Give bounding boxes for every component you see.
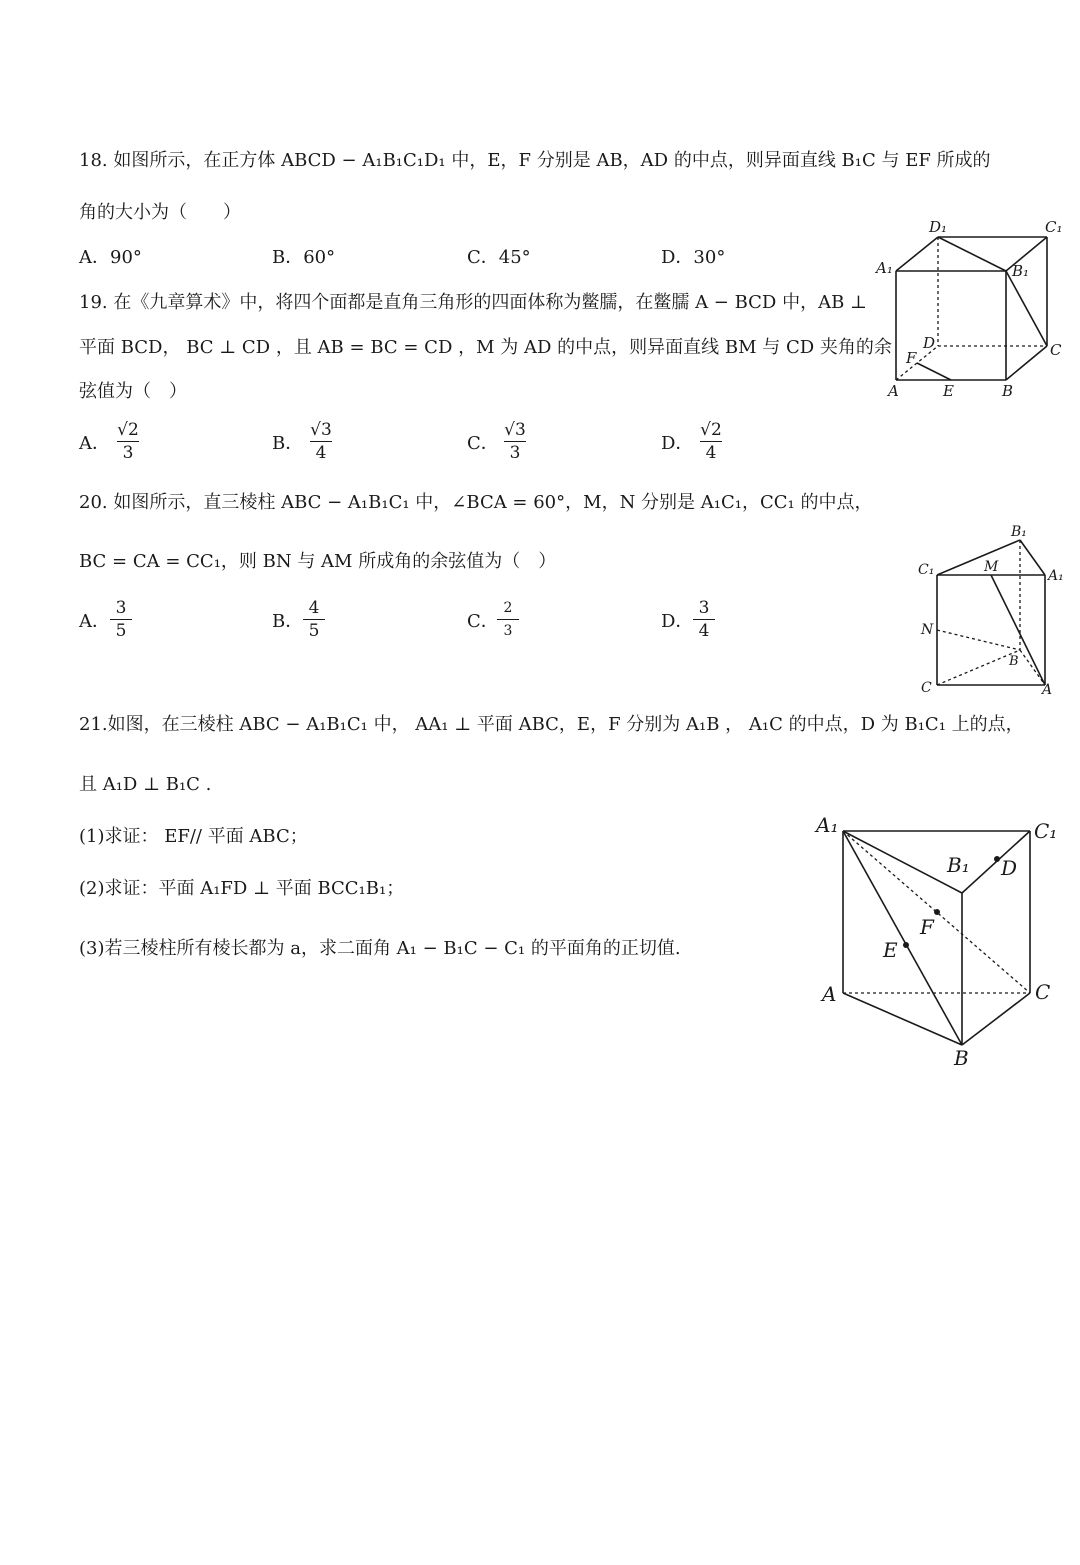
q20-stem-line1: 20. 如图所示，直三棱柱 ABC − A₁B₁C₁ 中，∠BCA = 60°，M，N 分别是 A₁C₁，CC₁ 的中点， [79, 492, 873, 513]
q18-cube-figure [875, 212, 1075, 402]
q19-option-d-letter[interactable]: D． [661, 433, 694, 454]
q21-part3: (3)若三棱柱所有棱长都为 a，求二面角 A₁ − B₁C − C₁ 的平面角的正切值. [79, 938, 681, 959]
q21-stem-line2: 且 A₁D ⊥ B₁C . [79, 774, 212, 795]
q18-label-d: D [923, 334, 936, 352]
q19-option-c-numerator: √3 [504, 420, 526, 440]
q18-label-c1: C₁ [1045, 218, 1063, 236]
q20-label-b: B [1009, 654, 1019, 669]
q21-point-d [994, 856, 1000, 862]
q18-stem-line1: 18. 如图所示，在正方体 ABCD − A₁B₁C₁D₁ 中，E，F 分别是 AB，AD 的中点，则异面直线 B₁C 与 EF 所成的 [79, 150, 991, 171]
q19-option-d-denominator: 4 [705, 443, 717, 463]
q20-option-c-numerator: 2 [503, 600, 513, 616]
q20-label-a: A [1042, 682, 1053, 698]
q19-option-d-numerator: √2 [700, 420, 722, 440]
q19-option-d-fraction[interactable] [696, 420, 726, 463]
q19-option-b-denominator: 4 [315, 443, 327, 463]
fraction-bar [700, 441, 722, 442]
q19-stem-line2: 平面 BCD， BC ⊥ CD ，且 AB = BC = CD ，M 为 AD 的中点，则异面直线 BM 与 CD 夹角的余 [79, 337, 892, 358]
q21-label-c1: C₁ [1034, 819, 1058, 843]
q20-option-b-fraction[interactable] [299, 598, 329, 641]
q21-stem-line1: 21.如图，在三棱柱 ABC − A₁B₁C₁ 中， AA₁ ⊥ 平面 ABC，E，F 分别为 A₁B ， A₁C 的中点，D 为 B₁C₁ 上的点， [79, 714, 1024, 735]
q19-option-c-fraction[interactable] [500, 420, 530, 463]
q20-label-b1: B₁ [1011, 524, 1027, 540]
q18-label-a1: A₁ [876, 259, 893, 277]
q20-label-a1: A₁ [1048, 568, 1064, 584]
fraction-bar [110, 619, 132, 620]
q21-part1: (1)求证： EF// 平面 ABC； [79, 826, 308, 847]
q21-label-b1: B₁ [947, 853, 970, 877]
q19-stem-line3: 弦值为（ ） [79, 381, 187, 402]
q18-option-b[interactable]: B．60° [272, 247, 336, 268]
q19-option-b-fraction[interactable] [306, 420, 336, 463]
q21-label-b: B [954, 1046, 969, 1070]
q18-option-c[interactable]: C．45° [467, 247, 531, 268]
q20-option-a-denominator: 5 [115, 621, 127, 641]
q20-option-b-letter[interactable]: B． [272, 611, 304, 632]
q21-label-f: F [920, 915, 934, 939]
q21-point-e [903, 942, 909, 948]
q19-stem-line1: 19. 在《九章算术》中，将四个面都是直角三角形的四面体称为鳖臑，在鳖臑 A − BCD 中，AB ⊥ [79, 292, 867, 313]
q20-label-m: M [984, 559, 999, 575]
fraction-bar [117, 441, 139, 442]
q20-label-n: N [921, 622, 934, 638]
q20-option-d-numerator: 3 [698, 598, 710, 618]
q18-label-b: B [1002, 382, 1014, 400]
fraction-bar [504, 441, 526, 442]
fraction-bar [497, 619, 519, 620]
q20-option-a-letter[interactable]: A． [79, 611, 110, 632]
q20-option-a-fraction[interactable] [106, 598, 136, 641]
q19-option-a-denominator: 3 [122, 443, 134, 463]
q19-option-a-numerator: √2 [117, 420, 139, 440]
q20-option-b-numerator: 4 [308, 598, 320, 618]
q21-label-c: C [1035, 980, 1051, 1004]
q19-option-a-letter[interactable]: A． [79, 433, 110, 454]
q19-option-c-denominator: 3 [509, 443, 521, 463]
q19-option-b-numerator: √3 [310, 420, 332, 440]
fraction-bar [693, 619, 715, 620]
q21-label-e: E [883, 938, 898, 962]
q18-label-f: F [906, 349, 917, 367]
fraction-bar [310, 441, 332, 442]
q20-option-b-denominator: 5 [308, 621, 320, 641]
q20-option-c-denominator: 3 [503, 623, 513, 639]
q18-label-e: E [943, 382, 954, 400]
q20-option-d-letter[interactable]: D． [661, 611, 694, 632]
q20-label-c1: C₁ [918, 562, 935, 578]
q21-point-f [934, 909, 940, 915]
q19-option-b-letter[interactable]: B． [272, 433, 304, 454]
q21-label-d: D [1001, 856, 1018, 880]
q18-label-c: C [1050, 341, 1062, 359]
q20-label-c: C [921, 680, 932, 696]
q18-stem-line2: 角的大小为（ ） [79, 202, 241, 223]
q18-option-a[interactable]: A．90° [79, 247, 142, 268]
q18-label-d1: D₁ [929, 218, 948, 236]
q20-stem-line2: BC = CA = CC₁，则 BN 与 AM 所成角的余弦值为（ ） [79, 551, 557, 572]
q20-option-d-fraction[interactable] [689, 598, 719, 641]
q19-option-a-fraction[interactable] [113, 420, 143, 463]
q20-option-d-denominator: 4 [698, 621, 710, 641]
q20-option-c-fraction[interactable] [493, 598, 523, 641]
q20-prism-figure [915, 520, 1075, 700]
q21-label-a: A [822, 982, 837, 1006]
q21-label-a1: A₁ [816, 813, 839, 837]
q19-option-c-letter[interactable]: C． [467, 433, 499, 454]
q18-option-d[interactable]: D．30° [661, 247, 726, 268]
q21-part2: (2)求证：平面 A₁FD ⊥ 平面 BCC₁B₁； [79, 878, 405, 899]
q18-label-b1: B₁ [1012, 262, 1030, 280]
q21-prism-figure [810, 808, 1075, 1073]
q20-option-c-letter[interactable]: C． [467, 611, 499, 632]
q20-option-a-numerator: 3 [115, 598, 127, 618]
q18-label-a: A [888, 382, 899, 400]
fraction-bar [303, 619, 325, 620]
